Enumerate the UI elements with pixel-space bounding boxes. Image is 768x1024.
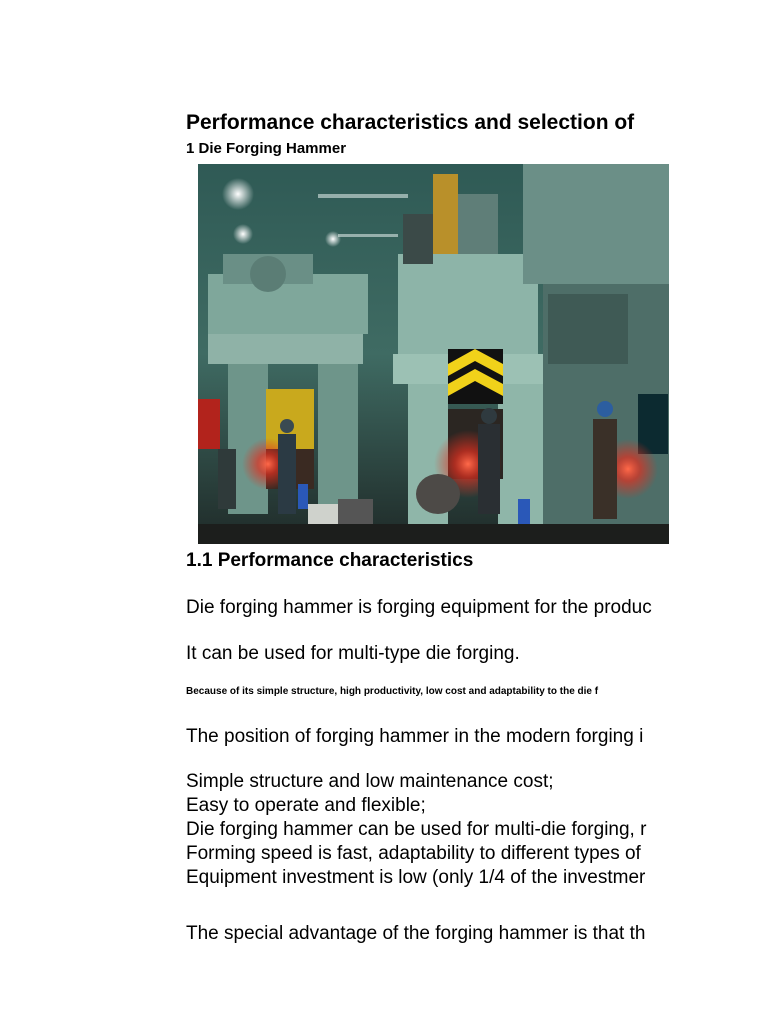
paragraph: It can be used for multi-type die forging. (186, 643, 520, 664)
paragraph: The position of forging hammer in the modern forging i (186, 726, 644, 747)
list-item: Equipment investment is low (only 1/4 of the investmer (186, 867, 646, 888)
closing-paragraph: The special advantage of the forging hammer is that th (186, 923, 646, 944)
list-item: Forming speed is fast, adaptability to different types of (186, 843, 641, 864)
paragraph-small: Because of its simple structure, high productivity, low cost and adaptability to the die f (186, 686, 599, 697)
list-item: Simple structure and low maintenance cost; (186, 771, 554, 792)
factory-photo (198, 164, 669, 544)
list-item: Easy to operate and flexible; (186, 795, 426, 816)
page-title: Performance characteristics and selection of (186, 111, 635, 134)
list-item: Die forging hammer can be used for multi-die forging, r (186, 819, 647, 840)
content-column (186, 0, 669, 1024)
section-heading: 1.1 Performance characteristics (186, 550, 474, 571)
paragraph: Die forging hammer is forging equipment for the produc (186, 597, 652, 618)
feature-list (186, 770, 646, 890)
section-subtitle: 1 Die Forging Hammer (186, 140, 347, 157)
